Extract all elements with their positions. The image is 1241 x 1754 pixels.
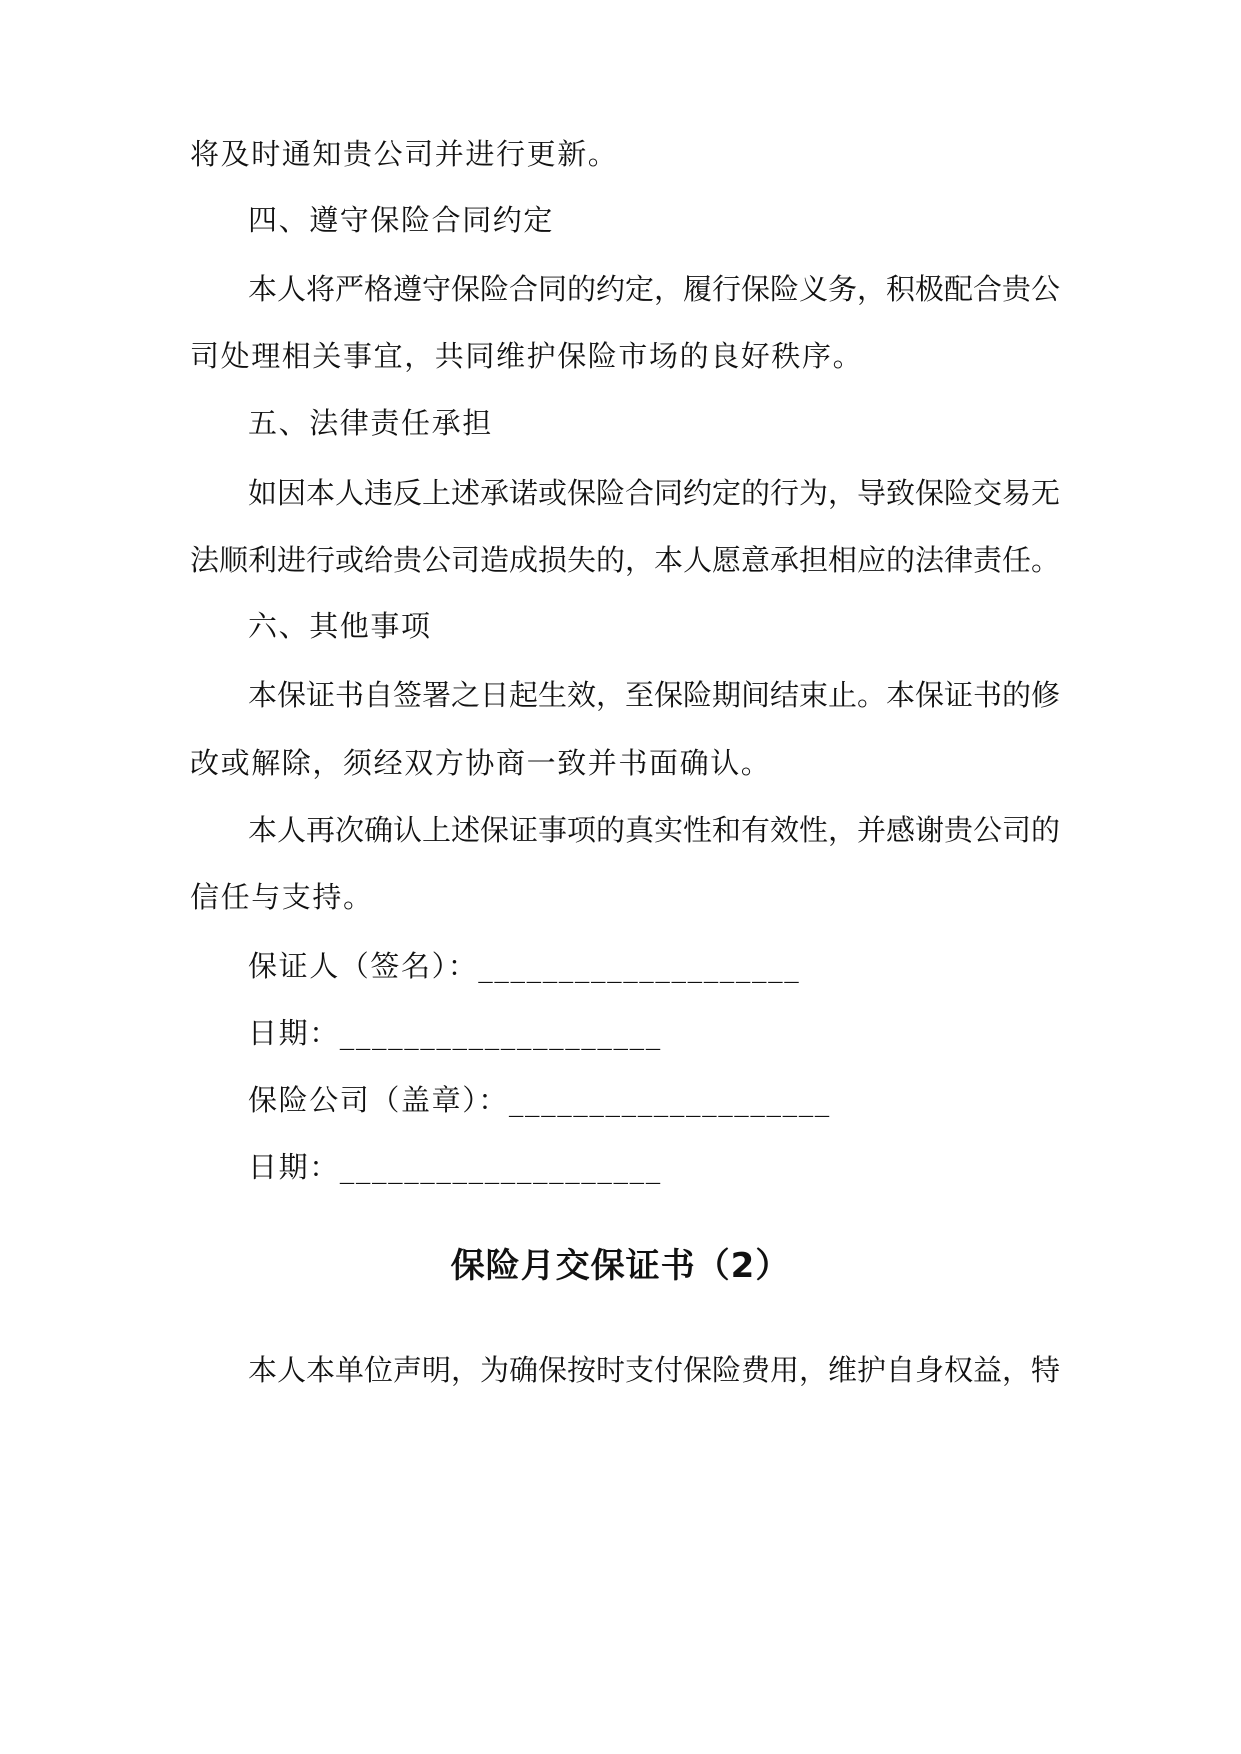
paragraph-line: 改或解除，须经双方协商一致并书面确认。 bbox=[190, 746, 772, 780]
insurer-date-field: 日期：____________________ bbox=[248, 1150, 662, 1184]
paragraph-line: 本人再次确认上述保证事项的真实性和有效性，并感谢贵公司的 bbox=[248, 813, 1061, 847]
insurer-seal-field: 保险公司（盖章）：____________________ bbox=[248, 1083, 831, 1117]
paragraph-line: 本人将严格遵守保险合同的约定，履行保险义务，积极配合贵公 bbox=[248, 272, 1061, 306]
paragraph-line: 将及时通知贵公司并进行更新。 bbox=[190, 137, 619, 171]
paragraph-line: 本保证书自签署之日起生效，至保险期间结束止。本保证书的修 bbox=[248, 678, 1061, 712]
paragraph-line: 法顺利进行或给贵公司造成损失的，本人愿意承担相应的法律责任。 bbox=[190, 543, 1061, 577]
paragraph-line: 司处理相关事宜，共同维护保险市场的良好秩序。 bbox=[190, 339, 864, 373]
guarantor-date-field: 日期：____________________ bbox=[248, 1016, 662, 1050]
section-heading-compliance: 四、遵守保险合同约定 bbox=[248, 203, 555, 237]
paragraph-line: 信任与支持。 bbox=[190, 880, 374, 914]
paragraph-line: 本人本单位声明，为确保按时支付保险费用，维护自身权益，特 bbox=[248, 1353, 1061, 1387]
guarantor-signature-field: 保证人（签名）：____________________ bbox=[248, 949, 801, 983]
paragraph-line: 如因本人违反上述承诺或保险合同约定的行为，导致保险交易无 bbox=[248, 476, 1061, 510]
document-title: 保险月交保证书（2） bbox=[450, 1246, 791, 1286]
section-heading-other: 六、其他事项 bbox=[248, 609, 432, 643]
section-heading-liability: 五、法律责任承担 bbox=[248, 406, 493, 440]
